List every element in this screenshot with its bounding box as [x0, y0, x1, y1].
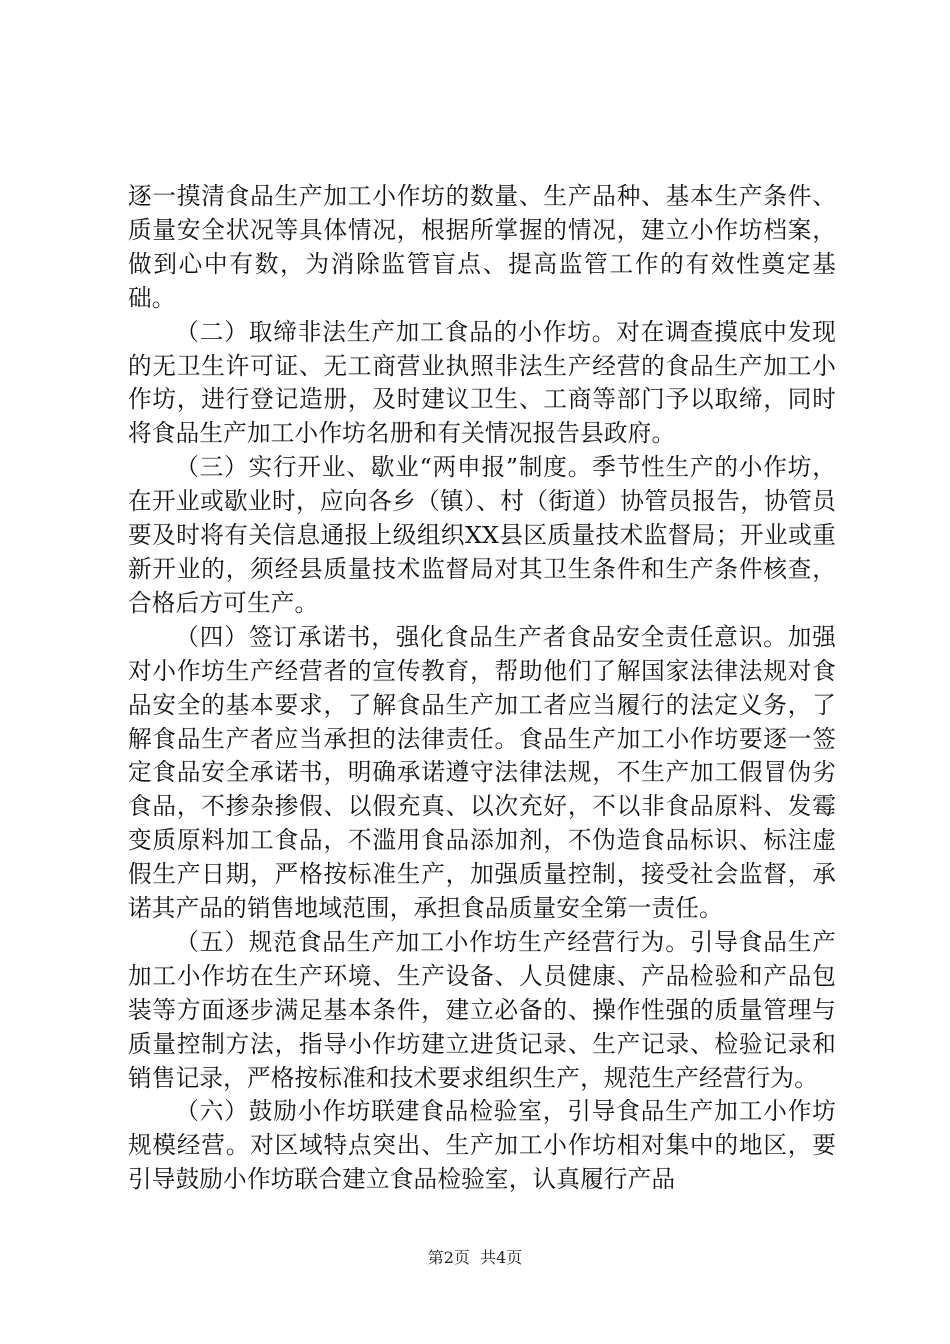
paragraph-2: （二）取缔非法生产加工食品的小作坊。对在调查摸底中发现的无卫生许可证、无工商营业执照非法生产经营的食品生产加工小作坊，进行登记造册，及时建议卫生、工商等部门予以取缔，同时将食品生产加工小作坊名册和有关情况报告县政府。 [128, 317, 836, 448]
page-number-label: 第2页 共4页 [427, 1248, 523, 1267]
paragraph-4: （四）签订承诺书，强化食品生产者食品安全责任意识。加强对小作坊生产经营者的宣传教育，帮助他们了解国家法律法规对食品安全的基本要求，了解食品生产加工者应当履行的法定义务，了解食品生产者应当承担的法律责任。食品生产加工小作坊要逐一签定食品安全承诺书，明确承诺遵守法律法规，不生产加工假冒伪劣食品，不掺杂掺假、以假充真、以次充好，不以非食品原料、发霉变质原料加工食品，不滥用食品添加剂，不伪造食品标识、标注虚假生产日期，严格按标准生产，加强质量控制，接受社会监督，承诺其产品的销售地域范围，承担食品质量安全第一责任。 [128, 622, 836, 923]
paragraph-continuation: 逐一摸清食品生产加工小作坊的数量、生产品种、基本生产条件、质量安全状况等具体情况，根据所掌握的情况，建立小作坊档案，做到心中有数，为消除监管盲点、提高监管工作的有效性奠定基础。 [128, 182, 836, 312]
paragraph-5: （五）规范食品生产加工小作坊生产经营行为。引导食品生产加工小作坊在生产环境、生产设备、人员健康、产品检验和产品包装等方面逐步满足基本条件，建立必备的、操作性强的质量管理与质量控制方法，指导小作坊建立进货记录、生产记录、检验记录和销售记录，严格按标准和技术要求组织生产，规范生产经营行为。 [128, 927, 836, 1092]
paragraph-6: （六）鼓励小作坊联建食品检验室，引导食品生产加工小作坊规模经营。对区域特点突出、生产加工小作坊相对集中的地区，要引导鼓励小作坊联合建立食品检验室，认真履行产品 [128, 1097, 836, 1194]
document-body [128, 180, 836, 1197]
paragraph-3: （三）实行开业、歇业“两申报”制度。季节性生产的小作坊，在开业或歇业时，应向各乡（镇）、村（街道）协管员报告，协管员要及时将有关信息通报上级组织XX县区质量技术监督局；开业或重新开业的，须经县质量技术监督局对其卫生条件和生产条件核查，合格后方可生产。 [128, 453, 836, 617]
page-footer [0, 1248, 950, 1268]
